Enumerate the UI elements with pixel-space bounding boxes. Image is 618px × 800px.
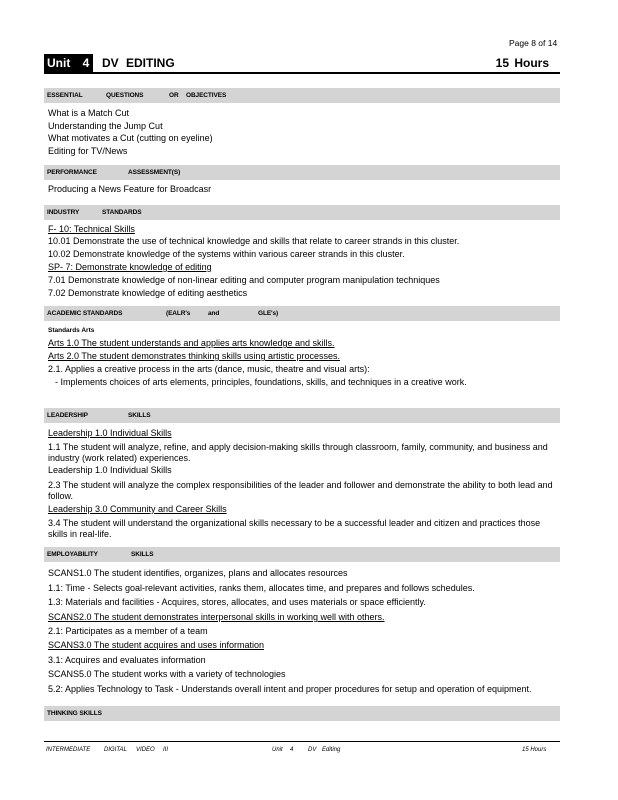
list-item: SCANS5.0 The student works with a variety of technologies [48, 669, 286, 679]
academic-sublabel: Standards Arts [48, 327, 95, 334]
list-item: Editing for TV/News [48, 146, 128, 156]
list-item: 7.01 Demonstrate knowledge of non-linear editing and computer program manipulation techniques [48, 275, 440, 285]
list-item: 10.01 Demonstrate the use of technical knowledge and skills that relate to career strands in this cluster. [48, 236, 460, 246]
unit-label: Unit 4 [44, 54, 93, 72]
list-item: - Implements choices of arts elements, principles, foundations, skills, and techniques in a creative work. [55, 377, 467, 387]
standard-heading: SCANS3.0 The student acquires and uses information [48, 640, 264, 650]
page-footer: INTERMEDIATE DIGITAL VIDEO III Unit 4 DV Editing 15 Hours [44, 741, 560, 742]
standard-heading: Arts 1.0 The student understands and applies arts knowledge and skills. [48, 338, 335, 348]
list-item: SCANS1.0 The student identifies, organizes, plans and allocates resources [48, 568, 348, 578]
list-item: 1.3: Materials and facilities - Acquires, stores, allocates, and uses materials or space efficiently. [48, 597, 426, 607]
list-item: 2.1: Participates as a member of a team [48, 626, 208, 636]
section-header-employability: EMPLOYABILITY SKILLS [44, 547, 560, 562]
list-item: 7.02 Demonstrate knowledge of editing aesthetics [48, 288, 248, 298]
unit-header [44, 54, 560, 74]
standard-heading: Leadership 3.0 Community and Career Skills [48, 504, 227, 514]
standard-heading: SP- 7: Demonstrate knowledge of editing [48, 262, 212, 272]
list-item: 2.3 The student will analyze the complex responsibilities of the leader and follower and demonstrate the ability to both lead and follow. [48, 480, 553, 501]
list-item: 3.4 The student will understand the organizational skills necessary to be a successful leader and citizen and practices those skills in real-life. [48, 518, 541, 539]
unit-title: DV EDITING [102, 56, 175, 70]
section-header-industry: INDUSTRY STANDARDS [44, 205, 560, 220]
standard-heading: SCANS2.0 The student demonstrates interpersonal skills in working well with others. [48, 612, 385, 622]
list-item: 3.1: Acquires and evaluates information [48, 655, 206, 665]
list-item: What is a Match Cut [48, 108, 130, 118]
standard-heading: Arts 2.0 The student demonstrates thinking skills using artistic processes. [48, 351, 340, 361]
page-number: Page 8 of 14 [509, 38, 558, 48]
list-item: 2.1. Applies a creative process in the arts (dance, music, theatre and visual arts): [48, 364, 370, 374]
list-item: Producing a News Feature for Broadcasr [48, 184, 212, 194]
list-item: 10.02 Demonstrate knowledge of the systems within various career strands in this cluster. [48, 249, 405, 259]
section-header-essential: ESSENTIAL QUESTIONS OR OBJECTIVES [44, 88, 560, 103]
list-item: What motivates a Cut (cutting on eyeline) [48, 133, 213, 143]
list-item: 1.1 The student will analyze, refine, and apply decision-making skills through classroom, family, community, and business and industry (work related) experiences. [48, 442, 548, 463]
section-header-thinking: THINKING SKILLS [44, 706, 560, 721]
unit-hours: 15 Hours [495, 56, 549, 70]
section-header-leadership: LEADERSHIP SKILLS [44, 408, 560, 423]
section-header-academic: ACADEMIC STANDARDS (EALR's and GLE's) [44, 306, 560, 321]
list-item: 1.1: Time - Selects goal-relevant activities, ranks them, allocates time, and prepares and follows schedules. [48, 583, 475, 593]
standard-heading: F- 10: Technical Skills [48, 224, 135, 234]
list-item: 5.2: Applies Technology to Task - Understands overall intent and proper procedures for setup and operation of equipment. [48, 684, 532, 694]
list-item: Understanding the Jump Cut [48, 121, 163, 131]
section-header-performance: PERFORMANCE ASSESSMENT(S) [44, 165, 560, 180]
standard-heading: Leadership 1.0 Individual Skills [48, 428, 172, 438]
list-item: Leadership 1.0 Individual Skills [48, 465, 172, 475]
